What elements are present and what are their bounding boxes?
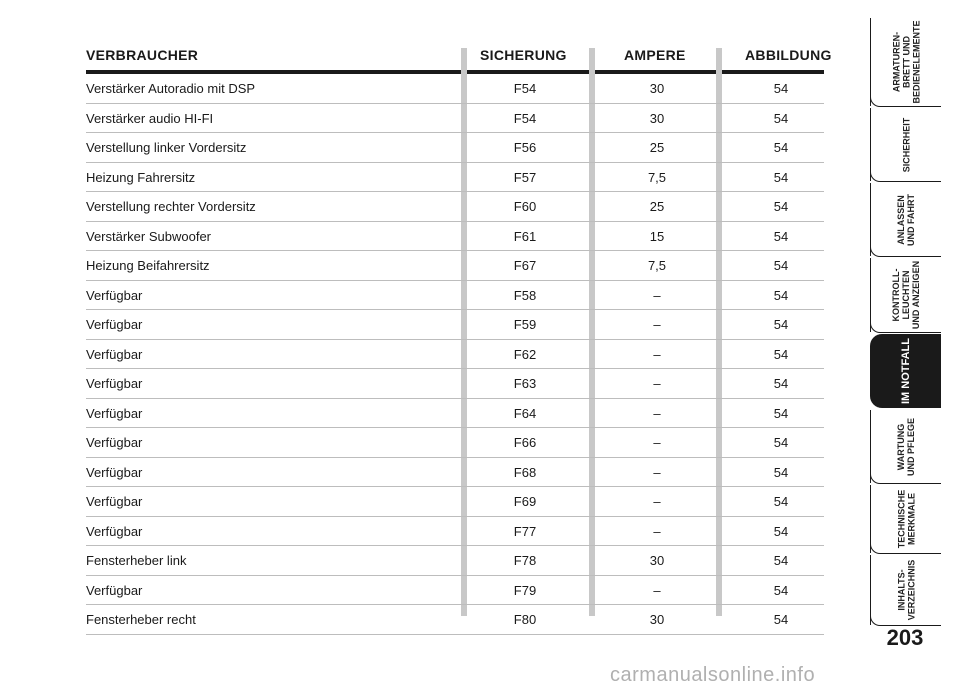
figure-cell: 54	[773, 464, 789, 480]
chapter-tab[interactable]	[870, 108, 941, 181]
consumer-cell: Verfügbar	[86, 464, 143, 480]
ampere-cell: 30	[649, 110, 665, 126]
figure-cell: 54	[773, 317, 789, 332]
table-row	[86, 281, 824, 311]
fuse-cell: F66	[513, 435, 537, 450]
consumer-cell: Heizung Fahrersitz	[86, 169, 196, 185]
chapter-tab[interactable]	[870, 183, 941, 256]
fuse-cell: F60	[513, 199, 537, 214]
figure-cell: 54	[773, 435, 789, 450]
consumer-cell: Verfügbar	[86, 494, 143, 509]
chapter-tab-label	[896, 560, 916, 621]
fuse-cell: F57	[513, 169, 537, 185]
table-header	[86, 40, 832, 74]
tab-divider	[870, 171, 941, 182]
table-row	[86, 104, 824, 134]
consumer-cell: Verfügbar	[86, 435, 143, 450]
chapter-tab[interactable]	[870, 410, 941, 483]
chapter-tab[interactable]	[870, 18, 941, 106]
chapter-tab-line: MERKMALE	[905, 493, 916, 546]
consumer-cell: Verstärker Autoradio mit DSP	[86, 81, 256, 96]
fuse-cell: F78	[513, 553, 537, 568]
consumer-cell: Verfügbar	[86, 346, 143, 362]
header-ampere: AMPERE	[624, 47, 686, 63]
fuse-cell: F63	[513, 376, 537, 391]
table-row	[86, 546, 824, 576]
table-row	[86, 74, 824, 104]
header-fuse: SICHERUNG	[480, 47, 567, 63]
fuse-cell: F69	[513, 494, 537, 509]
ampere-cell: 15	[649, 228, 665, 244]
fuse-cell: F77	[513, 523, 537, 539]
chapter-tab-line: SICHERHEIT	[900, 117, 911, 172]
figure-cell: 54	[773, 199, 789, 214]
table-row	[86, 163, 824, 193]
table-row	[86, 487, 824, 517]
chapter-tab-label	[891, 261, 921, 329]
table-row	[86, 517, 824, 547]
figure-cell: 54	[773, 110, 789, 126]
consumer-cell: Fensterheber link	[86, 553, 187, 568]
consumer-cell: Heizung Beifahrersitz	[86, 258, 210, 273]
figure-cell: 54	[773, 612, 789, 627]
ampere-cell: –	[653, 405, 661, 421]
chapter-tab-label	[901, 338, 911, 404]
consumer-cell: Verfügbar	[86, 317, 143, 332]
table-row	[86, 576, 824, 606]
tab-divider	[870, 322, 941, 333]
chapter-tab[interactable]	[870, 334, 941, 408]
chapter-tab-line: UND PFLEGE	[905, 417, 916, 476]
ampere-cell: 30	[649, 612, 665, 627]
chapter-tab-label	[891, 20, 921, 103]
watermark: carmanualsonline.info	[610, 664, 816, 686]
fuse-cell: F58	[513, 287, 537, 303]
table-row	[86, 428, 824, 458]
table-row	[86, 310, 824, 340]
figure-cell: 54	[773, 140, 789, 155]
chapter-sidebar	[870, 18, 960, 628]
table-row	[86, 399, 824, 429]
ampere-cell: –	[653, 494, 661, 509]
ampere-cell: 30	[649, 81, 665, 96]
fuse-cell: F80	[513, 612, 537, 627]
chapter-tab-label	[896, 490, 916, 549]
fuse-table	[86, 40, 832, 74]
figure-cell: 54	[773, 582, 789, 598]
chapter-tab-label	[896, 194, 916, 246]
figure-cell: 54	[773, 169, 789, 185]
ampere-cell: –	[653, 346, 661, 362]
table-row	[86, 222, 824, 252]
ampere-cell: 7,5	[647, 169, 667, 185]
figure-cell: 54	[773, 228, 789, 244]
chapter-tab-line: LEUCHTEN	[900, 270, 911, 320]
figure-cell: 54	[773, 553, 789, 568]
tab-divider	[870, 473, 941, 484]
fuse-cell: F54	[513, 110, 537, 126]
fuse-cell: F68	[513, 464, 537, 480]
header-figure: ABBILDUNG	[745, 47, 832, 63]
table-row	[86, 605, 824, 635]
ampere-cell: –	[653, 523, 661, 539]
tab-divider	[870, 96, 941, 107]
ampere-cell: –	[653, 464, 661, 480]
ampere-cell: –	[653, 435, 661, 450]
chapter-tab-label	[896, 417, 916, 475]
chapter-tab-line: KONTROLL-	[890, 268, 901, 322]
ampere-cell: –	[653, 317, 661, 332]
consumer-cell: Verstärker Subwoofer	[86, 228, 212, 244]
figure-cell: 54	[773, 376, 789, 391]
table-row	[86, 192, 824, 222]
figure-cell: 54	[773, 258, 789, 273]
chapter-tab-label	[901, 117, 911, 172]
fuse-cell: F59	[513, 317, 537, 332]
header-consumer: VERBRAUCHER	[86, 47, 199, 63]
consumer-cell: Verstellung rechter Vordersitz	[86, 199, 256, 214]
ampere-cell: –	[653, 376, 661, 391]
chapter-tab-line: UND ANZEIGEN	[910, 260, 921, 330]
figure-cell: 54	[773, 81, 789, 96]
ampere-cell: 30	[649, 553, 665, 568]
page-number: 203	[886, 625, 924, 650]
figure-cell: 54	[773, 494, 789, 509]
fuse-cell: F64	[513, 405, 537, 421]
fuse-cell: F79	[513, 582, 537, 598]
figure-cell: 54	[773, 346, 789, 362]
consumer-cell: Verfügbar	[86, 405, 143, 421]
fuse-cell: F56	[513, 140, 537, 155]
ampere-cell: –	[653, 287, 661, 303]
fuse-cell: F62	[513, 346, 537, 362]
chapter-tab-line: ARMATUREN-	[891, 31, 902, 93]
consumer-cell: Verstellung linker Vordersitz	[86, 140, 247, 155]
fuse-cell: F61	[513, 228, 537, 244]
chapter-tab-line: UND FAHRT	[906, 193, 916, 246]
table-body	[86, 74, 824, 635]
ampere-cell: 25	[649, 140, 665, 155]
tab-divider	[870, 543, 941, 554]
consumer-cell: Fensterheber recht	[86, 612, 196, 627]
table-row	[86, 251, 824, 281]
tab-divider	[870, 246, 941, 257]
ampere-cell: 7,5	[647, 258, 667, 273]
ampere-cell: 25	[649, 199, 665, 214]
chapter-tab-line: ANLASSEN	[896, 194, 906, 245]
chapter-tab-line: IM NOTFALL	[900, 338, 912, 404]
consumer-cell: Verfügbar	[86, 582, 143, 598]
figure-cell: 54	[773, 287, 789, 303]
chapter-tab-line: BRETT UND	[901, 36, 912, 89]
table-row	[86, 340, 824, 370]
figure-cell: 54	[773, 405, 789, 421]
chapter-tab-line: BEDIENELEMENTE	[911, 20, 922, 104]
figure-cell: 54	[773, 523, 789, 539]
chapter-tab-line: VERZEICHNIS	[905, 559, 916, 621]
consumer-cell: Verfügbar	[86, 376, 143, 391]
consumer-cell: Verfügbar	[86, 287, 143, 303]
table-row	[86, 458, 824, 488]
consumer-cell: Verstärker audio HI-FI	[86, 110, 214, 126]
chapter-tab[interactable]	[870, 485, 941, 553]
fuse-cell: F67	[513, 258, 537, 273]
chapter-tab-line: INHALTS-	[895, 569, 906, 611]
chapter-tab-line: WARTUNG	[895, 423, 906, 470]
ampere-cell: –	[653, 582, 661, 598]
fuse-cell: F54	[513, 81, 537, 96]
table-row	[86, 369, 824, 399]
chapter-tab[interactable]	[870, 258, 941, 332]
chapter-tab[interactable]	[870, 555, 941, 625]
chapter-tab-line: TECHNISCHE	[895, 489, 906, 549]
table-row	[86, 133, 824, 163]
consumer-cell: Verfügbar	[86, 523, 143, 539]
